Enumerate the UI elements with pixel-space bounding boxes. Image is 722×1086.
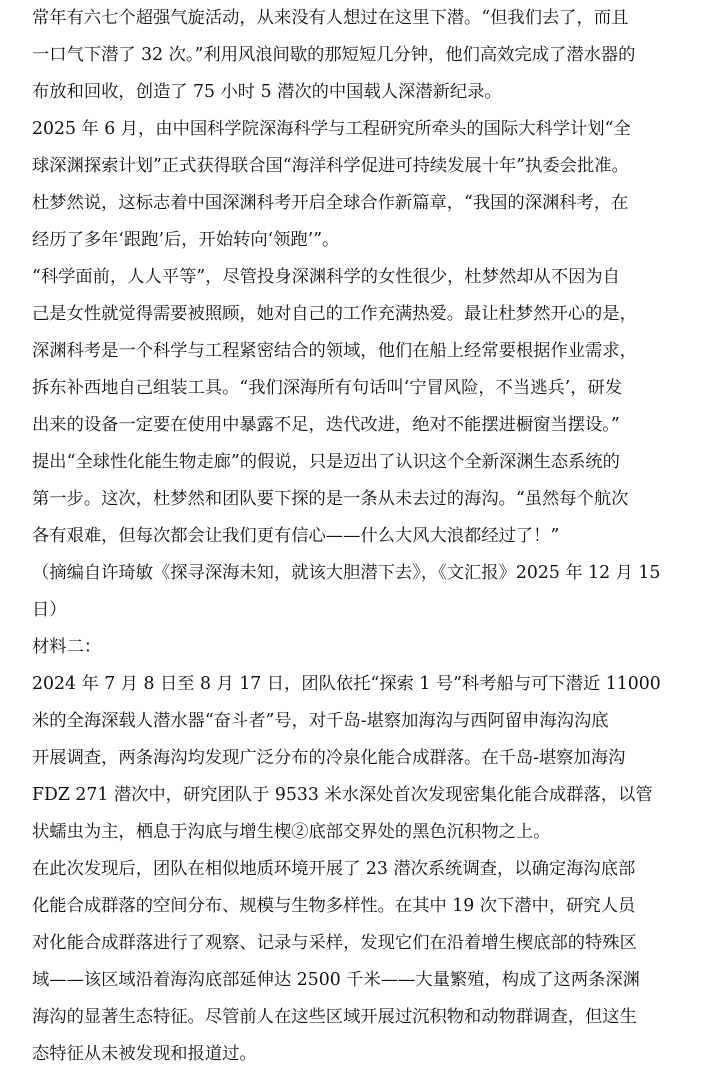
text-line: 化能合成群落的空间分布、规模与生物多样性。在其中 19 次下潜中，研究人员 (32, 896, 636, 916)
text-line: 在此次发现后，团队在相似地质环境开展了 23 潜次系统调查，以确定海沟底部 (32, 859, 636, 879)
citation-line: 日） (32, 600, 67, 620)
text-line: 经历了多年‘跟跑’后，开始转向‘领跑’”。 (32, 230, 340, 250)
text-line: 提出“全球性化能生物走廊”的假说，只是迈出了认识这个全新深渊生态系统的 (32, 452, 620, 472)
text-line: 球深渊探索计划”正式获得联合国“海洋科学促进可持续发展十年”执委会批准。 (32, 156, 629, 176)
text-line: 杜梦然说，这标志着中国深渊科考开启全球合作新篇章，“我国的深渊科考，在 (32, 193, 629, 213)
text-line: 深渊科考是一个科学与工程紧密结合的领域，他们在船上经常要根据作业需求， (32, 341, 637, 361)
text-line: 域——该区域沿着海沟底部延伸达 2500 千米——大量繁殖，构成了这两条深渊 (32, 970, 640, 990)
text-line: 开展调查，两条海沟均发现广泛分布的冷泉化能合成群落。在千岛-堪察加海沟 (32, 748, 626, 768)
text-line: 各有艰难，但每次都会让我们更有信心——什么大风大浪都经过了！” (32, 526, 560, 546)
section-heading: 材料二： (32, 637, 102, 657)
text-line: 布放和回收，创造了 75 小时 5 潜次的中国载人深潜新纪录。 (32, 82, 502, 102)
text-line: 状蠕虫为主，栖息于沟底与增生楔②底部交界处的黑色沉积物之上。 (32, 822, 551, 842)
text-line: 常年有六七个超强气旋活动，从来没有人想过在这里下潜。“但我们去了，而且 (32, 8, 629, 28)
text-line: 第一步。这次，杜梦然和团队要下探的是一条从未去过的海沟。“虽然每个航次 (32, 489, 629, 509)
text-line: 一口气下潜了 32 次。”利用风浪间歇的那短短几分钟，他们高效完成了潜水器的 (32, 45, 636, 65)
text-line: 海沟的显著生态特征。尽管前人在这些区域开展过沉积物和动物群调查，但这生 (32, 1007, 637, 1027)
text-line: FDZ 271 潜次中，研究团队于 9533 米水深处首次发现密集化能合成群落，以管 (32, 785, 653, 805)
text-line: 米的全海深载人潜水器“奋斗者”号，对千岛-堪察加海沟与西阿留申海沟沟底 (32, 711, 609, 731)
text-line: 拆东补西地自己组装工具。“我们深海所有句话叫‘宁冒风险，不当逃兵’，研发 (32, 378, 623, 398)
text-line: 己是女性就觉得需要被照顾，她对自己的工作充满热爱。最让杜梦然开心的是， (32, 304, 637, 324)
text-line: 2025 年 6 月，由中国科学院深海科学与工程研究所牵头的国际大科学计划“全 (32, 119, 631, 139)
text-line: 态特征从未被发现和报道过。 (32, 1044, 257, 1064)
text-line: “科学面前，人人平等”，尽管投身深渊科学的女性很少，杜梦然却从不因为自 (32, 267, 620, 287)
text-line: 2024 年 7 月 8 日至 8 月 17 日，团队依托“探索 1 号”科考船与可下潜近 11000 (32, 674, 661, 694)
text-line: 对化能合成群落进行了观察、记录与采样，发现它们在沿着增生楔底部的特殊区 (32, 933, 637, 953)
citation-line: （摘编自许琦敏《探寻深海未知，就该大胆潜下去》，《文汇报》2025 年 12 月 15 (32, 563, 661, 583)
text-line: 出来的设备一定要在使用中暴露不足，迭代改进，绝对不能摆进橱窗当摆设。” (32, 415, 620, 435)
